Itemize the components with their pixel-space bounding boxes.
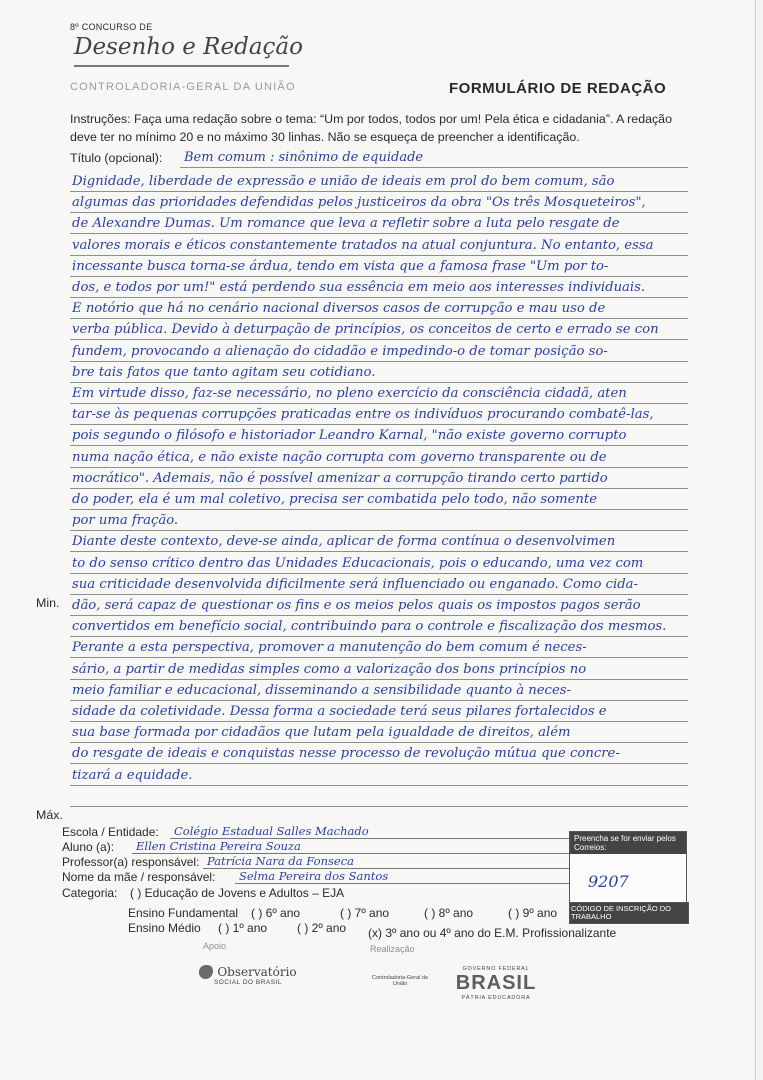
essay-rule	[70, 382, 688, 383]
essay-rule	[70, 212, 688, 213]
essay-line: Em virtude disso, faz-se necessário, no pleno exercício da consciência cidadã, aten	[72, 386, 627, 401]
essay-line: dos, e todos por um!" está perdendo sua essência em meio aos interesses individuais.	[72, 280, 646, 295]
essay-line: convertidos em benefício social, contribuindo para o controle e fiscalização dos mesmos.	[72, 619, 667, 635]
observatorio-subtitle: SOCIAL DO BRASIL	[213, 979, 283, 986]
essay-rule	[70, 467, 688, 468]
realizacao-label: Realização	[370, 944, 415, 954]
essay-rule	[70, 255, 688, 256]
essay-rule	[70, 424, 688, 425]
teacher-field[interactable]: Patrícia Nara da Fonseca	[203, 854, 570, 869]
registration-code[interactable]: 9207	[588, 872, 629, 891]
essay-rule	[70, 785, 688, 786]
essay-line: sua base formada por cidadãos que lutam pela igualdade de direitos, além	[72, 725, 571, 741]
essay-line: É notório que há no cenário nacional diversos casos de corrupção e mau uso de	[72, 301, 606, 317]
organization-name: CONTROLADORIA-GERAL DA UNIÃO	[70, 81, 296, 93]
essay-rule	[70, 721, 688, 722]
essay-line: mocrático". Ademais, não é possível amenizar a corrupção tirando certo partido	[72, 470, 608, 486]
essay-rule	[70, 763, 688, 764]
essay-rule	[70, 636, 688, 637]
essay-rule	[70, 403, 688, 404]
title-underline	[180, 167, 688, 168]
essay-rule	[70, 615, 688, 616]
essay-line: Dignidade, liberdade de expressão e união de ideais em prol do bem comum, são	[72, 174, 615, 189]
registration-code-box	[569, 831, 687, 921]
brasil-wordmark: BRASIL	[455, 972, 537, 994]
min-lines-marker: Min.	[36, 596, 60, 610]
max-lines-marker: Máx.	[36, 808, 63, 822]
school-field[interactable]: Colégio Estadual Salles Machado	[170, 824, 570, 839]
essay-line: sário, a partir de medidas simples como a valorização dos bons princípios no	[72, 661, 587, 677]
title-label: Título (opcional):	[70, 151, 163, 165]
title-field[interactable]: Bem comum : sinônimo de equidade	[184, 150, 424, 165]
category-eja[interactable]: ( ) Educação de Jovens e Adultos – EJA	[130, 886, 345, 900]
essay-rule	[70, 509, 688, 510]
apoio-label: Apoio	[203, 941, 227, 951]
brasil-logo	[450, 966, 542, 1001]
essay-line: to do senso crítico dentro das Unidades Educacionais, pois o educando, uma vez com	[72, 555, 644, 571]
patria-educadora-label: PÁTRIA EDUCADORA	[461, 995, 531, 1001]
medio-3[interactable]: (x) 3º ano ou 4º ano do E.M. Profissionalizante	[368, 926, 617, 940]
teacher-label: Professor(a) responsável:	[62, 855, 200, 869]
essay-rule	[70, 657, 688, 658]
essay-line: valores morais e éticos constantemente tratados na atual conjuntura. No entanto, essa	[72, 237, 654, 253]
brazil-map-icon	[199, 965, 213, 979]
instructions: Instruções: Faça uma redação sobre o tema: “Um por todos, todos por um! Pela ética e cidadania”. A redação deve ter no mínimo 20 e no máximo 30 linhas. Não se esqueça de preencher a identificação.	[70, 112, 672, 144]
fundamental-label: Ensino Fundamental	[128, 906, 239, 920]
contest-title: Desenho e Redação	[74, 34, 303, 60]
fundamental-6[interactable]: ( ) 6º ano	[251, 906, 301, 920]
essay-line: de Alexandre Dumas. Um romance que leva a refletir sobre a luta pelo resgate de	[72, 216, 620, 232]
medio-2[interactable]: ( ) 2º ano	[297, 921, 347, 935]
observatorio-logo	[198, 965, 298, 986]
essay-line: por uma fração.	[72, 513, 179, 529]
medio-label: Ensino Médio	[128, 921, 201, 935]
essay-line: bre tais fatos que tanto agitam seu cotidiano.	[72, 364, 376, 380]
code-box-header: Preencha se for enviar pelos Correios:	[570, 832, 686, 854]
essay-rule	[70, 361, 688, 362]
essay-rule	[70, 276, 688, 277]
school-label: Escola / Entidade:	[62, 825, 159, 839]
essay-line: meio familiar e educacional, disseminando a sensibilidade quanto à neces-	[72, 682, 571, 698]
gov-federal-label: GOVERNO FEDERAL	[462, 966, 530, 972]
essay-rule	[70, 742, 688, 743]
essay-line: incessante busca torna-se árdua, tendo em vista que a famosa frase "Um por to-	[72, 258, 609, 274]
medio-1[interactable]: ( ) 1º ano	[218, 921, 268, 935]
essay-rule	[70, 551, 688, 552]
fundamental-7[interactable]: ( ) 7º ano	[340, 906, 390, 920]
essay-line: tizará a equidade.	[72, 767, 193, 783]
parent-label: Nome da mãe / responsável:	[62, 870, 216, 884]
form-title: FORMULÁRIO DE REDAÇÃO	[449, 80, 667, 97]
essay-line: numa nação ética, e não existe nação corrupta com governo transparente ou de	[72, 449, 607, 465]
pen-decoration	[74, 65, 289, 67]
code-box-footer: CÓDIGO DE INSCRIÇÃO DO TRABALHO	[569, 902, 689, 924]
observatorio-name: Observatório	[217, 965, 297, 979]
essay-rule	[70, 594, 688, 595]
fundamental-8[interactable]: ( ) 8º ano	[424, 906, 474, 920]
essay-rule	[70, 530, 688, 531]
essay-rule	[70, 297, 688, 298]
essay-rule	[70, 233, 688, 234]
essay-line: tar-se às pequenas corrupções praticadas entre os indivíduos procurando combatê-las,	[72, 407, 654, 423]
essay-rule	[70, 488, 688, 489]
essay-rule	[70, 318, 688, 319]
cgu-logo: Controladoria-Geral da União	[372, 975, 428, 987]
essay-rule	[70, 445, 688, 446]
essay-line: dão, será capaz de questionar os fins e os meios pelos quais os impostos pagos serão	[72, 598, 641, 613]
essay-line: algumas das prioridades defendidas pelos justiceiros da obra "Os três Mosqueteiros",	[72, 195, 646, 211]
essay-line: do poder, ela é um mal coletivo, precisa ser combatida pelo todo, não somente	[72, 492, 598, 507]
essay-line: sidade da coletividade. Dessa forma a sociedade terá seus pilares fortalecidos e	[72, 704, 607, 719]
essay-line: pois segundo o filósofo e historiador Leandro Karnal, "não existe governo corrupto	[72, 428, 627, 444]
essay-rule	[70, 806, 688, 807]
contest-edition: 8º CONCURSO DE	[70, 22, 153, 32]
essay-rule	[70, 339, 688, 340]
student-field[interactable]: Ellen Cristina Pereira Souza	[132, 839, 570, 854]
essay-rule	[70, 573, 688, 574]
student-label: Aluno (a):	[62, 840, 115, 854]
essay-line: Diante deste contexto, deve-se ainda, aplicar de forma contínua o desenvolvimen	[72, 534, 616, 550]
essay-line: Perante a esta perspectiva, promover a manutenção do bem comum é neces-	[72, 640, 587, 656]
essay-rule	[70, 700, 688, 701]
essay-rule	[70, 191, 688, 192]
essay-line: fundem, provocando a alienação do cidadão e impedindo-o de tomar posição so-	[72, 343, 608, 359]
category-label: Categoria:	[62, 886, 118, 900]
parent-field[interactable]: Selma Pereira dos Santos	[235, 869, 570, 884]
essay-rule	[70, 679, 688, 680]
fundamental-9[interactable]: ( ) 9º ano	[508, 906, 558, 920]
essay-line: verba pública. Devido à deturpação de princípios, os conceitos de certo e errado se con	[72, 322, 659, 338]
essay-line: sua criticidade desenvolvida dificilmente será influenciado ou enganado. Como cida-	[72, 576, 638, 592]
essay-line: do resgate de ideais e conquistas nesse processo de revolução mútua que concre-	[72, 746, 620, 762]
